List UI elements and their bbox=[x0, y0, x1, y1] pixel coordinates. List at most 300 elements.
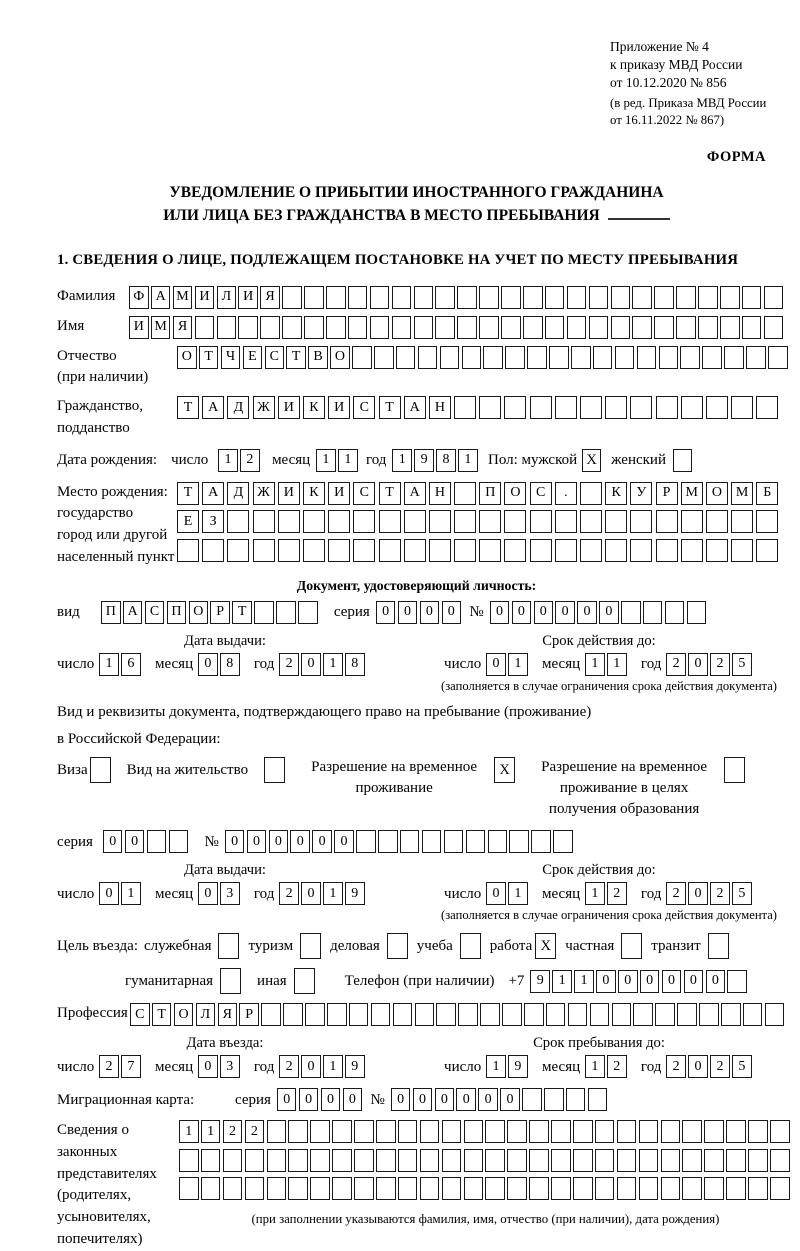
purpose-checkbox[interactable] bbox=[621, 933, 642, 959]
char-box[interactable]: Р bbox=[210, 601, 230, 624]
char-box[interactable] bbox=[179, 1149, 199, 1172]
char-box[interactable] bbox=[544, 1088, 564, 1111]
stay-month[interactable] bbox=[585, 1055, 629, 1078]
char-box[interactable] bbox=[590, 1003, 610, 1026]
char-box[interactable] bbox=[276, 601, 296, 624]
char-box[interactable] bbox=[770, 1177, 790, 1200]
char-box[interactable]: 8 bbox=[345, 653, 365, 676]
char-box[interactable]: 5 bbox=[732, 882, 752, 905]
char-box[interactable] bbox=[422, 830, 442, 853]
char-box[interactable] bbox=[485, 1177, 505, 1200]
char-box[interactable] bbox=[680, 346, 700, 369]
char-box[interactable]: А bbox=[151, 286, 171, 309]
char-box[interactable] bbox=[420, 1149, 440, 1172]
permit-issue-year[interactable] bbox=[279, 882, 367, 905]
char-box[interactable]: Ч bbox=[221, 346, 241, 369]
char-box[interactable] bbox=[283, 1003, 303, 1026]
char-box[interactable] bbox=[748, 1177, 768, 1200]
char-box[interactable] bbox=[288, 1120, 308, 1143]
visa-checkbox[interactable] bbox=[90, 757, 111, 783]
char-box[interactable] bbox=[677, 1003, 697, 1026]
permit-valid-month[interactable] bbox=[585, 882, 629, 905]
char-box[interactable] bbox=[392, 286, 412, 309]
char-box[interactable]: 2 bbox=[99, 1055, 119, 1078]
char-box[interactable] bbox=[595, 1149, 615, 1172]
char-box[interactable] bbox=[605, 510, 627, 533]
char-box[interactable]: К bbox=[605, 482, 627, 505]
char-box[interactable] bbox=[253, 510, 275, 533]
char-box[interactable] bbox=[509, 830, 529, 853]
char-box[interactable]: О bbox=[174, 1003, 194, 1026]
char-box[interactable] bbox=[354, 1120, 374, 1143]
char-box[interactable] bbox=[376, 1120, 396, 1143]
char-box[interactable] bbox=[704, 1177, 724, 1200]
char-box[interactable] bbox=[615, 346, 635, 369]
char-box[interactable] bbox=[400, 830, 420, 853]
residence-permit-checkbox[interactable] bbox=[264, 757, 285, 783]
char-box[interactable]: Б bbox=[756, 482, 778, 505]
char-box[interactable]: 0 bbox=[312, 830, 332, 853]
char-box[interactable]: 3 bbox=[220, 1055, 240, 1078]
char-box[interactable] bbox=[485, 1120, 505, 1143]
char-box[interactable] bbox=[676, 316, 696, 339]
char-box[interactable]: 8 bbox=[220, 653, 240, 676]
char-box[interactable] bbox=[253, 539, 275, 562]
char-box[interactable] bbox=[267, 1177, 287, 1200]
char-box[interactable]: 3 bbox=[220, 882, 240, 905]
char-box[interactable] bbox=[612, 1003, 632, 1026]
char-box[interactable]: И bbox=[129, 316, 149, 339]
birth-place-boxes-2[interactable] bbox=[177, 510, 782, 533]
char-box[interactable]: Л bbox=[196, 1003, 216, 1026]
char-box[interactable] bbox=[179, 1177, 199, 1200]
char-box[interactable]: 1 bbox=[607, 653, 627, 676]
char-box[interactable] bbox=[227, 539, 249, 562]
char-box[interactable] bbox=[639, 1149, 659, 1172]
char-box[interactable] bbox=[303, 510, 325, 533]
char-box[interactable] bbox=[698, 286, 718, 309]
char-box[interactable] bbox=[580, 510, 602, 533]
char-box[interactable]: 0 bbox=[198, 1055, 218, 1078]
char-box[interactable] bbox=[485, 1149, 505, 1172]
char-box[interactable]: 0 bbox=[684, 970, 704, 993]
char-box[interactable]: 0 bbox=[688, 882, 708, 905]
char-box[interactable]: С bbox=[130, 1003, 150, 1026]
char-box[interactable]: Ж bbox=[253, 396, 275, 419]
char-box[interactable]: 0 bbox=[486, 882, 506, 905]
char-box[interactable] bbox=[770, 1149, 790, 1172]
char-box[interactable] bbox=[415, 1003, 435, 1026]
char-box[interactable]: 2 bbox=[666, 653, 686, 676]
char-box[interactable]: 1 bbox=[508, 653, 528, 676]
char-box[interactable] bbox=[551, 1120, 571, 1143]
char-box[interactable] bbox=[659, 346, 679, 369]
char-box[interactable] bbox=[632, 286, 652, 309]
birth-place-boxes-3[interactable] bbox=[177, 539, 782, 562]
char-box[interactable] bbox=[756, 539, 778, 562]
char-box[interactable]: 1 bbox=[508, 882, 528, 905]
char-box[interactable] bbox=[555, 510, 577, 533]
char-box[interactable]: 2 bbox=[666, 1055, 686, 1078]
char-box[interactable] bbox=[580, 539, 602, 562]
char-box[interactable] bbox=[630, 539, 652, 562]
char-box[interactable]: И bbox=[195, 286, 215, 309]
char-box[interactable]: А bbox=[202, 482, 224, 505]
char-box[interactable]: Ф bbox=[129, 286, 149, 309]
char-box[interactable]: 0 bbox=[688, 1055, 708, 1078]
char-box[interactable]: М bbox=[173, 286, 193, 309]
char-box[interactable]: И bbox=[278, 396, 300, 419]
char-box[interactable] bbox=[396, 346, 416, 369]
migration-series-boxes[interactable] bbox=[277, 1088, 365, 1111]
char-box[interactable] bbox=[479, 286, 499, 309]
char-box[interactable] bbox=[504, 396, 526, 419]
permit-number-boxes[interactable] bbox=[225, 830, 575, 853]
char-box[interactable] bbox=[522, 1088, 542, 1111]
char-box[interactable] bbox=[352, 346, 372, 369]
char-box[interactable] bbox=[507, 1177, 527, 1200]
char-box[interactable] bbox=[379, 510, 401, 533]
char-box[interactable]: Д bbox=[227, 396, 249, 419]
char-box[interactable] bbox=[611, 286, 631, 309]
char-box[interactable]: 0 bbox=[376, 601, 396, 624]
char-box[interactable] bbox=[202, 539, 224, 562]
char-box[interactable]: Е bbox=[243, 346, 263, 369]
char-box[interactable]: 0 bbox=[99, 882, 119, 905]
char-box[interactable] bbox=[260, 316, 280, 339]
char-box[interactable] bbox=[531, 830, 551, 853]
char-box[interactable] bbox=[655, 1003, 675, 1026]
char-box[interactable]: 0 bbox=[413, 1088, 433, 1111]
char-box[interactable] bbox=[464, 1149, 484, 1172]
char-box[interactable] bbox=[764, 316, 784, 339]
purpose-checkbox[interactable] bbox=[387, 933, 408, 959]
char-box[interactable] bbox=[378, 830, 398, 853]
char-box[interactable] bbox=[748, 1120, 768, 1143]
char-box[interactable] bbox=[420, 1120, 440, 1143]
char-box[interactable] bbox=[589, 286, 609, 309]
char-box[interactable]: В bbox=[308, 346, 328, 369]
char-box[interactable] bbox=[580, 482, 602, 505]
char-box[interactable] bbox=[245, 1177, 265, 1200]
char-box[interactable] bbox=[731, 396, 753, 419]
permit-series-boxes[interactable] bbox=[103, 830, 191, 853]
permit-valid-year[interactable] bbox=[666, 882, 754, 905]
birth-month-boxes[interactable] bbox=[316, 449, 360, 472]
char-box[interactable] bbox=[374, 346, 394, 369]
char-box[interactable] bbox=[282, 286, 302, 309]
char-box[interactable]: 0 bbox=[534, 601, 554, 624]
permit-issue-month[interactable] bbox=[198, 882, 242, 905]
char-box[interactable]: 0 bbox=[486, 653, 506, 676]
char-box[interactable] bbox=[530, 396, 552, 419]
char-box[interactable] bbox=[479, 316, 499, 339]
char-box[interactable]: 2 bbox=[607, 1055, 627, 1078]
char-box[interactable]: А bbox=[202, 396, 224, 419]
char-box[interactable] bbox=[746, 346, 766, 369]
legal-reps-boxes-2[interactable] bbox=[179, 1149, 792, 1172]
char-box[interactable] bbox=[376, 1177, 396, 1200]
char-box[interactable]: 2 bbox=[607, 882, 627, 905]
char-box[interactable] bbox=[698, 316, 718, 339]
char-box[interactable]: 9 bbox=[530, 970, 550, 993]
char-box[interactable] bbox=[568, 1003, 588, 1026]
char-box[interactable]: 1 bbox=[323, 1055, 343, 1078]
char-box[interactable] bbox=[420, 1177, 440, 1200]
char-box[interactable] bbox=[288, 1149, 308, 1172]
char-box[interactable]: У bbox=[630, 482, 652, 505]
char-box[interactable] bbox=[303, 539, 325, 562]
char-box[interactable] bbox=[454, 510, 476, 533]
permit-valid-day[interactable] bbox=[486, 882, 530, 905]
char-box[interactable]: С bbox=[353, 396, 375, 419]
char-box[interactable]: М bbox=[151, 316, 171, 339]
char-box[interactable]: 2 bbox=[710, 882, 730, 905]
char-box[interactable] bbox=[545, 316, 565, 339]
char-box[interactable] bbox=[643, 601, 663, 624]
char-box[interactable] bbox=[756, 510, 778, 533]
char-box[interactable] bbox=[661, 1149, 681, 1172]
char-box[interactable]: 8 bbox=[436, 449, 456, 472]
char-box[interactable] bbox=[354, 1177, 374, 1200]
char-box[interactable]: Я bbox=[173, 316, 193, 339]
char-box[interactable] bbox=[630, 510, 652, 533]
char-box[interactable] bbox=[529, 1149, 549, 1172]
char-box[interactable] bbox=[328, 539, 350, 562]
char-box[interactable] bbox=[464, 1177, 484, 1200]
char-box[interactable] bbox=[687, 601, 707, 624]
char-box[interactable] bbox=[298, 601, 318, 624]
char-box[interactable] bbox=[555, 539, 577, 562]
char-box[interactable]: 0 bbox=[103, 830, 123, 853]
char-box[interactable]: 9 bbox=[345, 1055, 365, 1078]
char-box[interactable]: К bbox=[303, 396, 325, 419]
char-box[interactable]: 1 bbox=[338, 449, 358, 472]
char-box[interactable] bbox=[404, 539, 426, 562]
char-box[interactable] bbox=[328, 510, 350, 533]
char-box[interactable] bbox=[304, 316, 324, 339]
char-box[interactable]: 0 bbox=[596, 970, 616, 993]
char-box[interactable] bbox=[676, 286, 696, 309]
char-box[interactable] bbox=[551, 1149, 571, 1172]
char-box[interactable] bbox=[454, 482, 476, 505]
char-box[interactable] bbox=[721, 1003, 741, 1026]
char-box[interactable]: С bbox=[353, 482, 375, 505]
char-box[interactable]: Л bbox=[217, 286, 237, 309]
char-box[interactable]: 0 bbox=[500, 1088, 520, 1111]
char-box[interactable]: Е bbox=[177, 510, 199, 533]
char-box[interactable] bbox=[398, 1177, 418, 1200]
char-box[interactable]: Ж bbox=[253, 482, 275, 505]
char-box[interactable] bbox=[605, 396, 627, 419]
phone-boxes[interactable] bbox=[530, 970, 749, 993]
char-box[interactable]: 9 bbox=[345, 882, 365, 905]
char-box[interactable]: 2 bbox=[279, 882, 299, 905]
char-box[interactable] bbox=[605, 539, 627, 562]
char-box[interactable] bbox=[595, 1120, 615, 1143]
char-box[interactable] bbox=[726, 1177, 746, 1200]
char-box[interactable] bbox=[682, 1120, 702, 1143]
char-box[interactable]: О bbox=[504, 482, 526, 505]
char-box[interactable]: 0 bbox=[334, 830, 354, 853]
char-box[interactable] bbox=[742, 286, 762, 309]
birth-year-boxes[interactable] bbox=[392, 449, 480, 472]
char-box[interactable]: 1 bbox=[585, 882, 605, 905]
char-box[interactable] bbox=[376, 1149, 396, 1172]
char-box[interactable]: . bbox=[555, 482, 577, 505]
char-box[interactable] bbox=[327, 1003, 347, 1026]
char-box[interactable]: 0 bbox=[277, 1088, 297, 1111]
char-box[interactable] bbox=[442, 1177, 462, 1200]
char-box[interactable]: Д bbox=[227, 482, 249, 505]
char-box[interactable]: 1 bbox=[486, 1055, 506, 1078]
char-box[interactable] bbox=[483, 346, 503, 369]
char-box[interactable]: М bbox=[731, 482, 753, 505]
char-box[interactable] bbox=[267, 1120, 287, 1143]
char-box[interactable]: И bbox=[278, 482, 300, 505]
char-box[interactable]: Я bbox=[218, 1003, 238, 1026]
char-box[interactable] bbox=[699, 1003, 719, 1026]
char-box[interactable] bbox=[245, 1149, 265, 1172]
char-box[interactable]: М bbox=[681, 482, 703, 505]
doc-valid-year[interactable] bbox=[666, 653, 754, 676]
char-box[interactable] bbox=[435, 316, 455, 339]
char-box[interactable]: К bbox=[303, 482, 325, 505]
char-box[interactable] bbox=[223, 1149, 243, 1172]
char-box[interactable]: 0 bbox=[478, 1088, 498, 1111]
char-box[interactable] bbox=[529, 1177, 549, 1200]
char-box[interactable] bbox=[454, 396, 476, 419]
char-box[interactable] bbox=[480, 1003, 500, 1026]
char-box[interactable]: 0 bbox=[321, 1088, 341, 1111]
sex-male-checkbox[interactable]: X bbox=[582, 449, 601, 472]
char-box[interactable]: 0 bbox=[290, 830, 310, 853]
char-box[interactable] bbox=[261, 1003, 281, 1026]
doc-series-boxes[interactable] bbox=[376, 601, 464, 624]
char-box[interactable] bbox=[530, 539, 552, 562]
char-box[interactable] bbox=[527, 346, 547, 369]
char-box[interactable] bbox=[169, 830, 189, 853]
char-box[interactable]: О bbox=[330, 346, 350, 369]
purpose-checkbox[interactable]: X bbox=[535, 933, 556, 959]
char-box[interactable] bbox=[479, 539, 501, 562]
char-box[interactable] bbox=[462, 346, 482, 369]
char-box[interactable] bbox=[454, 539, 476, 562]
char-box[interactable] bbox=[555, 396, 577, 419]
char-box[interactable] bbox=[217, 316, 237, 339]
char-box[interactable] bbox=[398, 1120, 418, 1143]
char-box[interactable] bbox=[310, 1120, 330, 1143]
char-box[interactable] bbox=[621, 601, 641, 624]
char-box[interactable] bbox=[326, 316, 346, 339]
char-box[interactable]: 0 bbox=[198, 882, 218, 905]
char-box[interactable] bbox=[553, 830, 573, 853]
legal-reps-boxes-3[interactable] bbox=[179, 1177, 792, 1200]
char-box[interactable] bbox=[393, 1003, 413, 1026]
char-box[interactable] bbox=[305, 1003, 325, 1026]
surname-boxes[interactable] bbox=[129, 286, 786, 309]
doc-valid-month[interactable] bbox=[585, 653, 629, 676]
char-box[interactable] bbox=[418, 346, 438, 369]
char-box[interactable]: П bbox=[101, 601, 121, 624]
char-box[interactable] bbox=[656, 396, 678, 419]
char-box[interactable]: 1 bbox=[552, 970, 572, 993]
char-box[interactable] bbox=[457, 286, 477, 309]
char-box[interactable] bbox=[665, 601, 685, 624]
char-box[interactable]: 5 bbox=[732, 653, 752, 676]
char-box[interactable]: 1 bbox=[585, 653, 605, 676]
char-box[interactable] bbox=[656, 510, 678, 533]
char-box[interactable] bbox=[566, 1088, 586, 1111]
char-box[interactable] bbox=[551, 1177, 571, 1200]
char-box[interactable] bbox=[429, 539, 451, 562]
char-box[interactable] bbox=[726, 1120, 746, 1143]
char-box[interactable] bbox=[278, 539, 300, 562]
char-box[interactable]: 1 bbox=[574, 970, 594, 993]
char-box[interactable] bbox=[392, 316, 412, 339]
char-box[interactable] bbox=[442, 1149, 462, 1172]
char-box[interactable] bbox=[457, 316, 477, 339]
char-box[interactable] bbox=[223, 1177, 243, 1200]
char-box[interactable]: 2 bbox=[710, 653, 730, 676]
entry-day[interactable] bbox=[99, 1055, 143, 1078]
char-box[interactable] bbox=[743, 1003, 763, 1026]
char-box[interactable] bbox=[371, 1003, 391, 1026]
char-box[interactable] bbox=[549, 346, 569, 369]
char-box[interactable]: 2 bbox=[279, 653, 299, 676]
char-box[interactable] bbox=[546, 1003, 566, 1026]
doc-issue-year[interactable] bbox=[279, 653, 367, 676]
char-box[interactable] bbox=[530, 510, 552, 533]
char-box[interactable] bbox=[571, 346, 591, 369]
char-box[interactable]: З bbox=[202, 510, 224, 533]
char-box[interactable]: 7 bbox=[121, 1055, 141, 1078]
char-box[interactable]: 1 bbox=[392, 449, 412, 472]
char-box[interactable] bbox=[768, 346, 788, 369]
char-box[interactable] bbox=[573, 1120, 593, 1143]
char-box[interactable] bbox=[147, 830, 167, 853]
char-box[interactable] bbox=[379, 539, 401, 562]
char-box[interactable]: Т bbox=[177, 396, 199, 419]
char-box[interactable] bbox=[348, 286, 368, 309]
char-box[interactable] bbox=[332, 1120, 352, 1143]
char-box[interactable]: 0 bbox=[577, 601, 597, 624]
char-box[interactable] bbox=[414, 286, 434, 309]
purpose-checkbox[interactable] bbox=[708, 933, 729, 959]
char-box[interactable] bbox=[682, 1177, 702, 1200]
char-box[interactable] bbox=[267, 1149, 287, 1172]
char-box[interactable]: Т bbox=[379, 396, 401, 419]
char-box[interactable] bbox=[756, 396, 778, 419]
char-box[interactable]: 1 bbox=[99, 653, 119, 676]
char-box[interactable]: Т bbox=[379, 482, 401, 505]
char-box[interactable] bbox=[726, 1149, 746, 1172]
char-box[interactable]: 0 bbox=[198, 653, 218, 676]
char-box[interactable]: 0 bbox=[301, 1055, 321, 1078]
doc-valid-day[interactable] bbox=[486, 653, 530, 676]
stay-day[interactable] bbox=[486, 1055, 530, 1078]
char-box[interactable] bbox=[466, 830, 486, 853]
char-box[interactable] bbox=[595, 1177, 615, 1200]
char-box[interactable] bbox=[545, 286, 565, 309]
char-box[interactable]: 1 bbox=[218, 449, 238, 472]
char-box[interactable]: 1 bbox=[585, 1055, 605, 1078]
char-box[interactable] bbox=[589, 316, 609, 339]
char-box[interactable] bbox=[573, 1149, 593, 1172]
char-box[interactable]: Р bbox=[656, 482, 678, 505]
char-box[interactable] bbox=[398, 1149, 418, 1172]
char-box[interactable] bbox=[639, 1120, 659, 1143]
